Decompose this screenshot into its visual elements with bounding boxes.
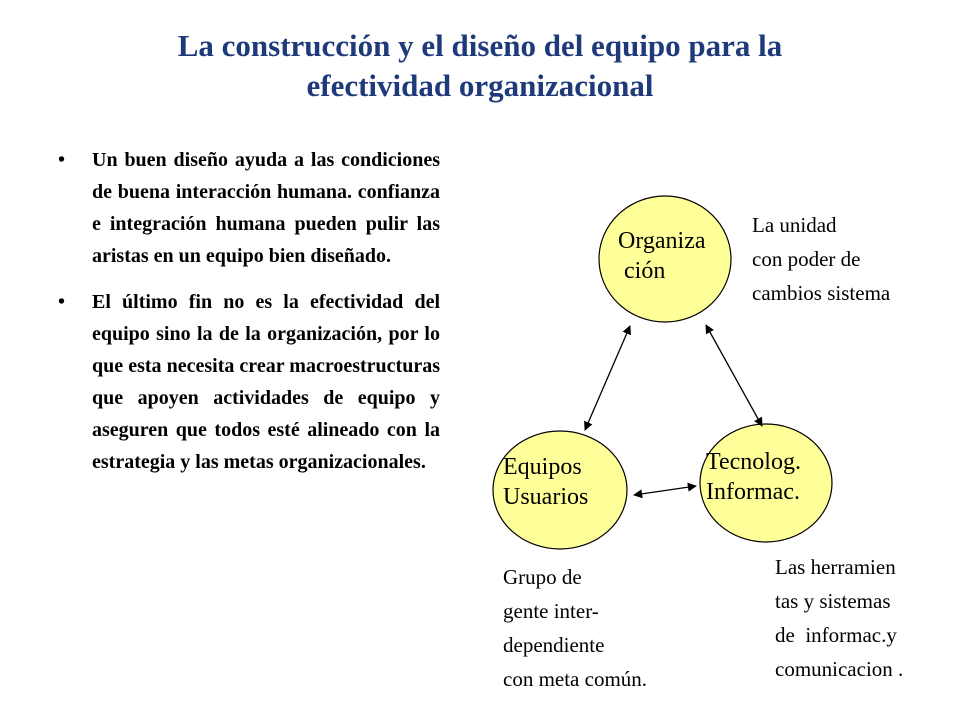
title-line-1: La construcción y el diseño del equipo para la: [177, 28, 783, 63]
organizacion-description: La unidad con poder de cambios sistema: [752, 213, 891, 305]
arrow-organizacion-equipos: [585, 326, 630, 430]
equipos-description: Grupo de gente inter- dependiente con meta común.: [503, 565, 648, 691]
tecnologia-description: Las herramien tas y sistemas de informac.y comunicacion .: [775, 555, 904, 681]
bullet-dot-icon: •: [58, 291, 66, 313]
tecnologia-label: Tecnolog. Informac.: [706, 449, 801, 505]
arrow-organizacion-tecnologia: [706, 325, 762, 426]
bullet-dot-icon: •: [58, 149, 66, 171]
equipos-label: Equipos Usuarios: [503, 454, 589, 510]
title-line-2: efectividad organizacional: [306, 68, 654, 103]
arrow-equipos-tecnologia: [634, 486, 696, 495]
organizacion-label: Organiza ción: [618, 228, 706, 284]
bullet-text: El último fin no es la efectividad del equipo sino la de la organización, por lo que esta necesita crear macroestructuras que apoyen actividades de equipo y aseguren que todos esté alineado con la estrategia y las metas organizacionales.: [92, 291, 440, 473]
bullet-text: Un buen diseño ayuda a las condiciones de buena interacción humana. confianza e integración humana pueden pulir las aristas en un equipo bien diseñado.: [92, 149, 440, 267]
